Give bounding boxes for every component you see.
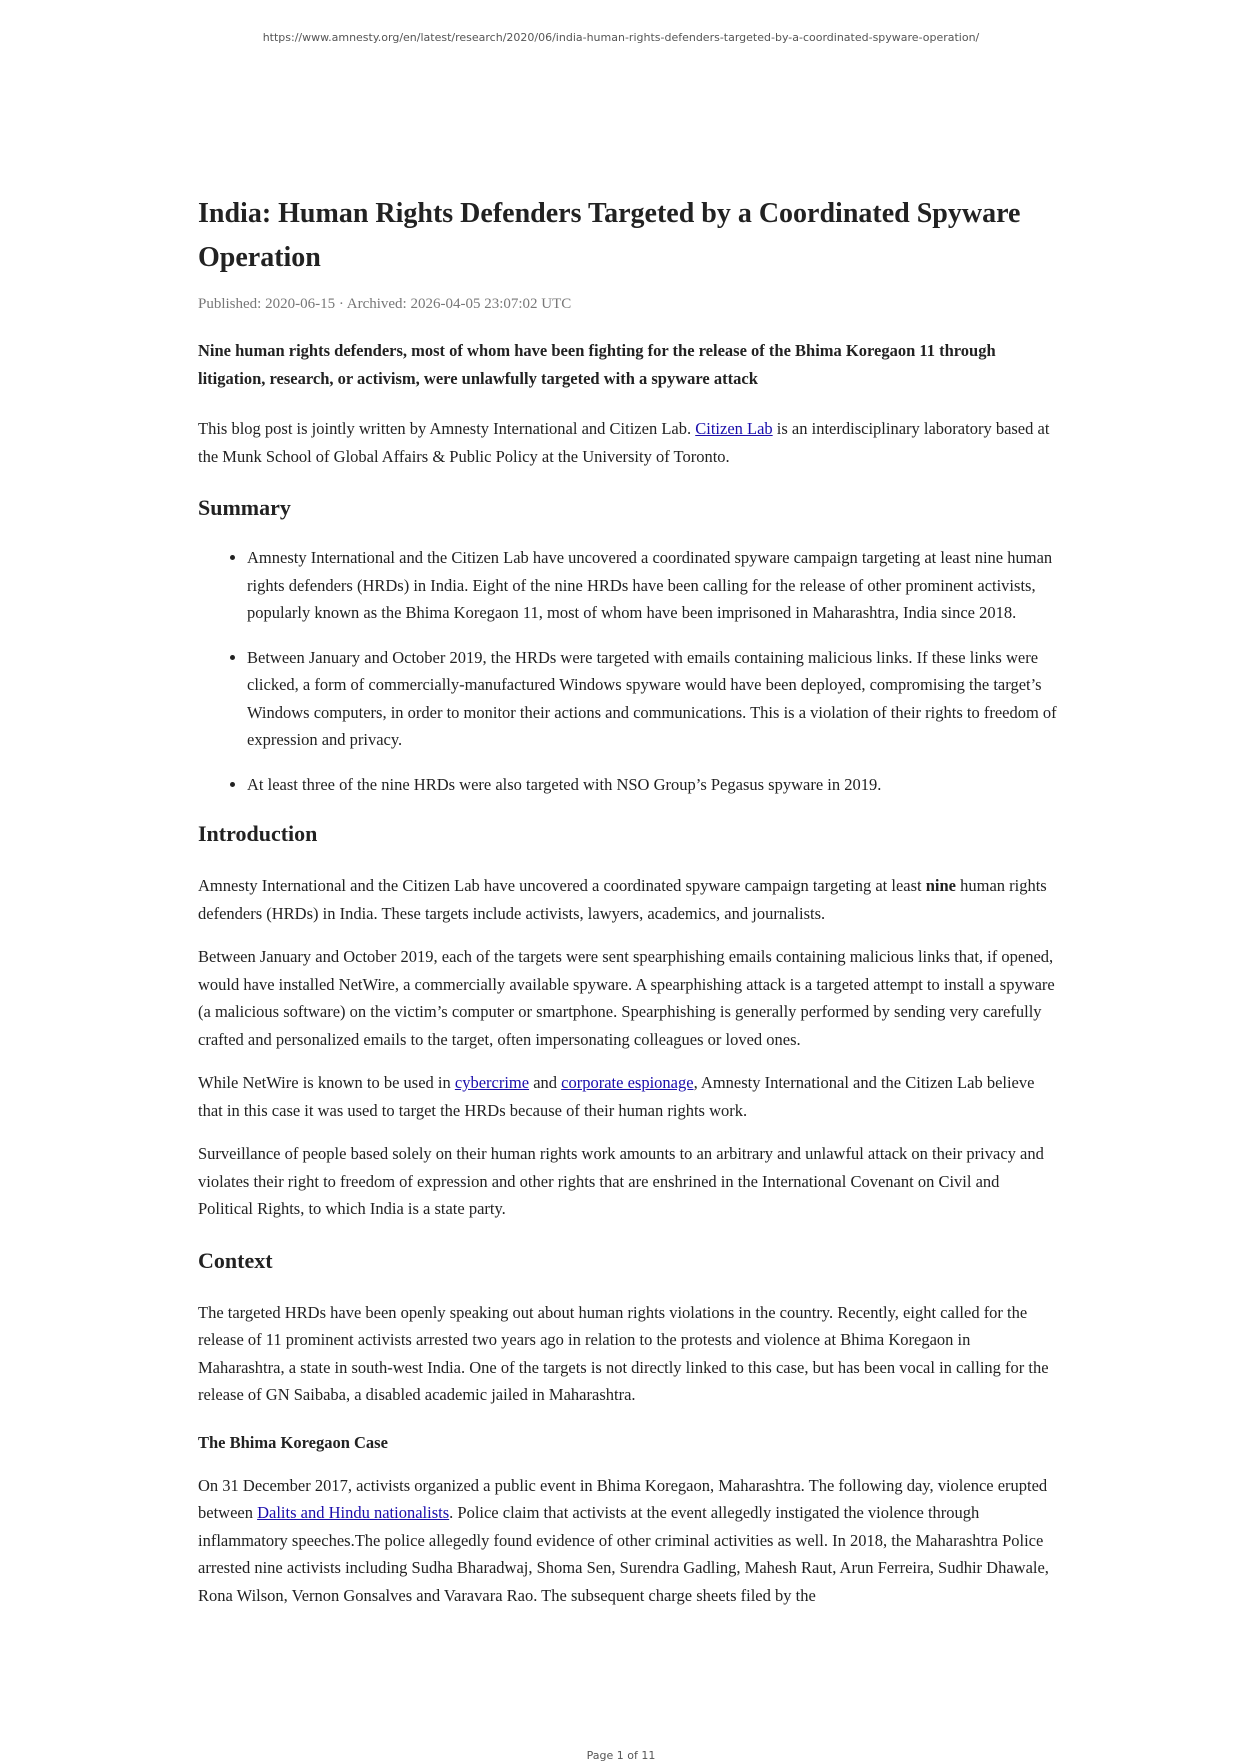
cybercrime-link[interactable]: cybercrime: [454, 1073, 530, 1092]
introduction-paragraph: Surveillance of people based solely on their human rights work amounts to an arbitrary and unlawful attack on their privacy and violates their right to freedom of expression and other rights that are enshrined in the International Covenant on Civil and Political Rights, to which India is a state party.: [198, 1144, 1044, 1218]
summary-item: • Amnesty International and the Citizen Lab have uncovered a coordinated spyware campaign targeting at least nine human rights defenders (HRDs) in India. Eight of the nine HRDs have been calling for the release of other prominent activists, popularly known as the Bhima Koregaon 11, most of whom have been imprisoned in Maharashtra, India since 2018.: [247, 544, 1058, 627]
publish-meta: Published: 2020-06-15 · Archived: 2026-04-05 23:07:02 UTC: [198, 296, 572, 312]
intro-paragraph: This blog post is jointly written by Amnesty International and Citizen Lab. Citizen Lab is an interdisciplinary laboratory based at the Munk School of Global Affairs & Public Policy at the University of Toronto.: [198, 419, 1050, 466]
introduction-paragraph: While NetWire is known to be used in cybercrime and corporate espionage, Amnesty International and the Citizen Lab believe that in this case it was used to target the HRDs because of their human rights work.: [198, 1073, 1035, 1120]
summary-heading: Summary: [198, 495, 291, 520]
bhima-koregaon-case-heading: The Bhima Koregaon Case: [198, 1432, 388, 1452]
context-heading: Context: [198, 1247, 273, 1273]
summary-item: • Between January and October 2019, the HRDs were targeted with emails containing malicious links. If these links were clicked, a form of commercially-manufactured Windows spyware would have been deployed, compromising the target’s Windows computers, in order to monitor their actions and communications. This is a violation of their rights to freedom of expression and privacy.: [247, 644, 1058, 754]
context-paragraph: The targeted HRDs have been openly speaking out about human rights violations in the country. Recently, eight called for the release of 11 prominent activists arrested two years ago in relation to the protests and violence at Bhima Koregaon in Maharashtra, a state in south-west India. One of the targets is not directly linked to this case, but has been vocal in calling for the release of GN Saibaba, a disabled academic jailed in Maharashtra.: [198, 1302, 1049, 1404]
context-paragraph: On 31 December 2017, activists organized a public event in Bhima Koregaon, Maharashtra. The following day, violence erupted between Dalits and Hindu nationalists. Police claim that activists at the event allegedly instigated the violence through inflammatory speeches.The police allegedly found evidence of other criminal activities as well. In 2018, the Maharashtra Police arrested nine activists including Sudha Bharadwaj, Shoma Sen, Surendra Gadling, Mahesh Raut, Arun Ferreira, Sudhir Dhawale, Rona Wilson, Vernon Gonsalves and Varavara Rao. The subsequent charge sheets filed by the: [198, 1475, 1049, 1605]
summary-item: • At least three of the nine HRDs were also targeted with NSO Group’s Pegasus spyware in 2019.: [247, 771, 1058, 799]
corporate-espionage-link[interactable]: corporate espionage: [561, 1073, 694, 1092]
dalits-hindu-nationalists-link[interactable]: Dalits and Hindu nationalists: [257, 1503, 450, 1522]
page-number: Page 1 of 11: [586, 1749, 656, 1762]
article-title: India: Human Rights Defenders Targeted by a Coordinated Spyware Operation: [198, 198, 1021, 273]
introduction-paragraph: Amnesty International and the Citizen Lab have uncovered a coordinated spyware campaign targeting at least nine human rights defenders (HRDs) in India. These targets include activists, lawyers, academics, and journalists.: [198, 876, 1047, 923]
article: [198, 192, 1058, 1609]
citizen-lab-link[interactable]: Citizen Lab: [695, 419, 773, 438]
page-url: https://www.amnesty.org/en/latest/research/2020/06/india-human-rights-defenders-targeted-by-a-coordinated-spyware-operation/: [262, 31, 980, 44]
summary-list: [198, 544, 1058, 798]
introduction-paragraph: Between January and October 2019, each of the targets were sent spearphishing emails containing malicious links that, if opened, would have installed NetWire, a commercially available spyware. A spearphishing attack is a targeted attempt to install a spyware (a malicious software) on the victim’s computer or smartphone. Spearphishing is generally performed by sending very carefully crafted and personalized emails to the target, often impersonating colleagues or loved ones.: [198, 947, 1055, 1049]
introduction-heading: Introduction: [198, 821, 318, 846]
article-lead: Nine human rights defenders, most of whom have been fighting for the release of the Bhima Koregaon 11 through litigation, research, or activism, were unlawfully targeted with a spyware attack: [198, 341, 996, 388]
